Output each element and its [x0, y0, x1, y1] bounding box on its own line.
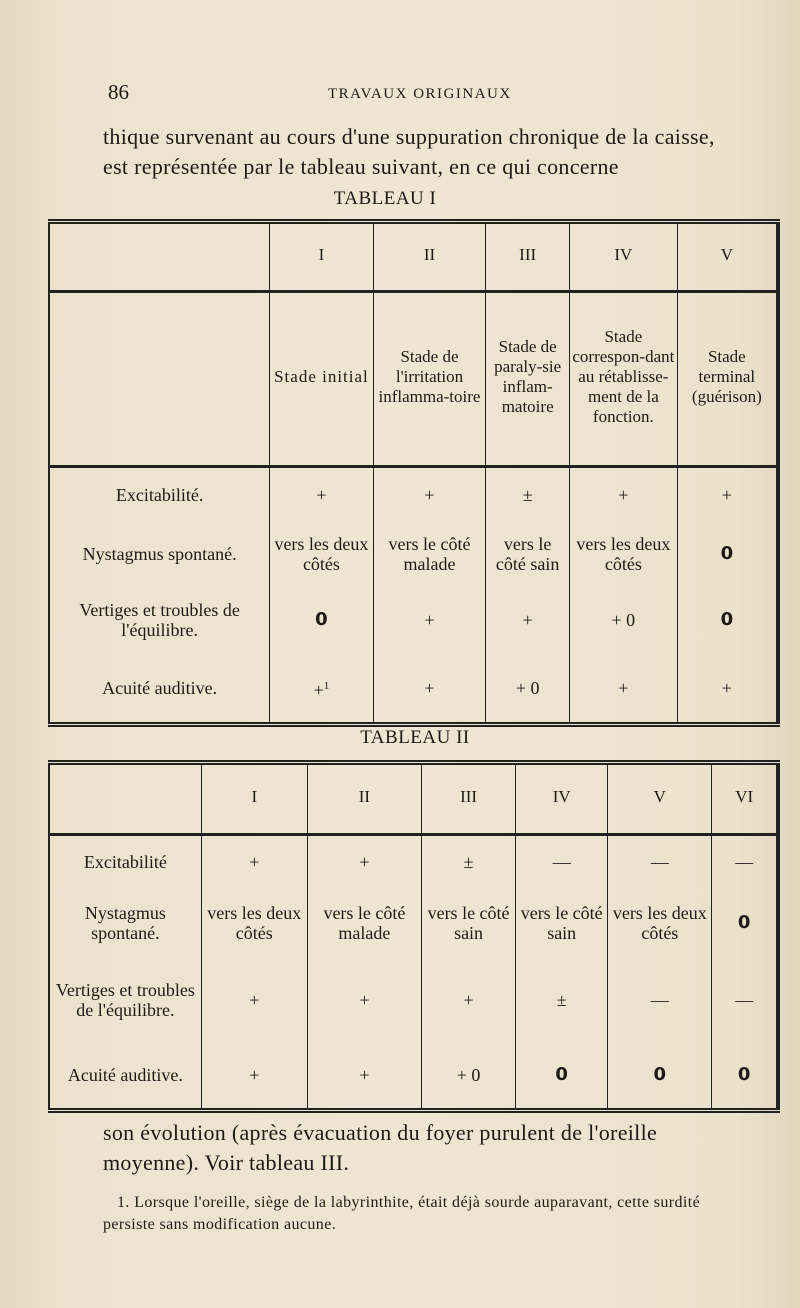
- table1-stage-row: [49, 292, 778, 462]
- table-cell: +: [373, 655, 486, 725]
- table-cell: —: [608, 958, 712, 1042]
- table-cell: —: [712, 958, 778, 1042]
- table1-corner: [49, 222, 270, 287]
- stage-description: Stade de l'irritation inflamma-toire: [373, 292, 486, 462]
- table-cell: +: [677, 655, 778, 725]
- row-label: Excitabilité: [49, 834, 201, 888]
- row-label: Acuité auditive.: [49, 655, 270, 725]
- closing-paragraph: son évolution (après évacuation du foyer purulent de l'oreille moyenne). Voir tableau III.: [103, 1120, 658, 1175]
- table-cell: vers les deux côtés: [270, 523, 373, 585]
- table2-row-acuite: [49, 1042, 778, 1110]
- table-cell: +: [677, 467, 778, 523]
- row-label: Excitabilité.: [49, 467, 270, 523]
- table-cell: 0: [270, 585, 373, 655]
- footnote-mark: 1: [323, 680, 330, 693]
- table2-row-excitabilite: [49, 834, 778, 888]
- table-cell: +: [270, 467, 373, 523]
- intro-paragraph: thique survenant au cours d'une suppuration chronique de la caisse, est représentée par le tableau suivant, en ce qui concerne: [103, 124, 715, 179]
- table2-row-nystagmus: [49, 888, 778, 958]
- table2-col-header: VI: [712, 763, 778, 829]
- table2-col-header: IV: [516, 763, 608, 829]
- stage-description: Stade de paraly-sie inflam-matoire: [486, 292, 570, 462]
- running-head: [108, 80, 740, 110]
- table-cell: vers les deux côtés: [201, 888, 307, 958]
- row-label: Nystagmus spontané.: [49, 523, 270, 585]
- table-cell: +: [307, 958, 421, 1042]
- running-title: TRAVAUX ORIGINAUX: [328, 86, 512, 102]
- row-label: Acuité auditive.: [49, 1042, 201, 1110]
- stage-description: Stade terminal (guérison): [677, 292, 778, 462]
- table1-col-header: III: [486, 222, 570, 287]
- table-cell: +: [307, 834, 421, 888]
- table-cell: +: [201, 958, 307, 1042]
- table-cell: vers le côté sain: [516, 888, 608, 958]
- table-cell: + 0: [422, 1042, 516, 1110]
- table-cell: ±: [422, 834, 516, 888]
- row-label: Nystagmus spontané.: [49, 888, 201, 958]
- table-cell: + 0: [570, 585, 678, 655]
- table-cell: —: [608, 834, 712, 888]
- table2-col-header: III: [422, 763, 516, 829]
- table-2: [48, 760, 780, 1113]
- table-cell: ±: [486, 467, 570, 523]
- table-cell: 0: [712, 1042, 778, 1110]
- table-cell: 0: [516, 1042, 608, 1110]
- table-cell: vers les deux côtés: [608, 888, 712, 958]
- table-cell: —: [712, 834, 778, 888]
- page-number: 86: [108, 80, 129, 104]
- table-cell: 0: [677, 523, 778, 585]
- table-cell: ±: [516, 958, 608, 1042]
- table-1: [48, 219, 780, 727]
- stage-description: Stade initial: [270, 292, 373, 462]
- table1-header-row: [49, 222, 778, 287]
- table-cell: +: [373, 585, 486, 655]
- table1-title: TABLEAU I: [333, 188, 437, 209]
- table-cell: 0: [677, 585, 778, 655]
- table-cell: +: [570, 655, 678, 725]
- table-cell: vers le côté sain: [486, 523, 570, 585]
- table2-header-row: [49, 763, 778, 829]
- table1-col-header: II: [373, 222, 486, 287]
- table-cell: +: [373, 467, 486, 523]
- table2-row-vertiges: [49, 958, 778, 1042]
- table1-row-nystagmus: [49, 523, 778, 585]
- table-cell: vers les deux côtés: [570, 523, 678, 585]
- table1-col-header: I: [270, 222, 373, 287]
- stage-description: Stade correspon-dant au rétablisse-ment de la fonction.: [570, 292, 678, 462]
- row-label: Vertiges et troubles de l'équilibre.: [49, 585, 270, 655]
- table-cell: +: [201, 1042, 307, 1110]
- table2-col-header: V: [608, 763, 712, 829]
- table-cell: 0: [608, 1042, 712, 1110]
- row-label: Vertiges et troubles de l'équilibre.: [49, 958, 201, 1042]
- table-cell: +: [422, 958, 516, 1042]
- footnote: 1. Lorsque l'oreille, siège de la labyrinthite, était déjà sourde auparavant, cette surdité persiste sans modification aucune.: [103, 1194, 701, 1233]
- table-cell: vers le côté sain: [422, 888, 516, 958]
- table2-title: TABLEAU II: [360, 727, 470, 748]
- table1-col-header: V: [677, 222, 778, 287]
- table2-col-header: II: [307, 763, 421, 829]
- table-cell: 0: [712, 888, 778, 958]
- table-cell: —: [516, 834, 608, 888]
- table-cell: +: [570, 467, 678, 523]
- table1-row-vertiges: [49, 585, 778, 655]
- table1-row-acuite: [49, 655, 778, 725]
- table-cell: +: [486, 585, 570, 655]
- table2-col-header: I: [201, 763, 307, 829]
- table-cell: + 0: [486, 655, 570, 725]
- table-cell: +$^1$: [270, 655, 373, 725]
- table1-col-header: IV: [570, 222, 678, 287]
- table-cell: vers le côté malade: [373, 523, 486, 585]
- table-cell: +: [201, 834, 307, 888]
- table-cell: vers le côté malade: [307, 888, 421, 958]
- table1-row-excitabilite: [49, 467, 778, 523]
- table-cell: +: [307, 1042, 421, 1110]
